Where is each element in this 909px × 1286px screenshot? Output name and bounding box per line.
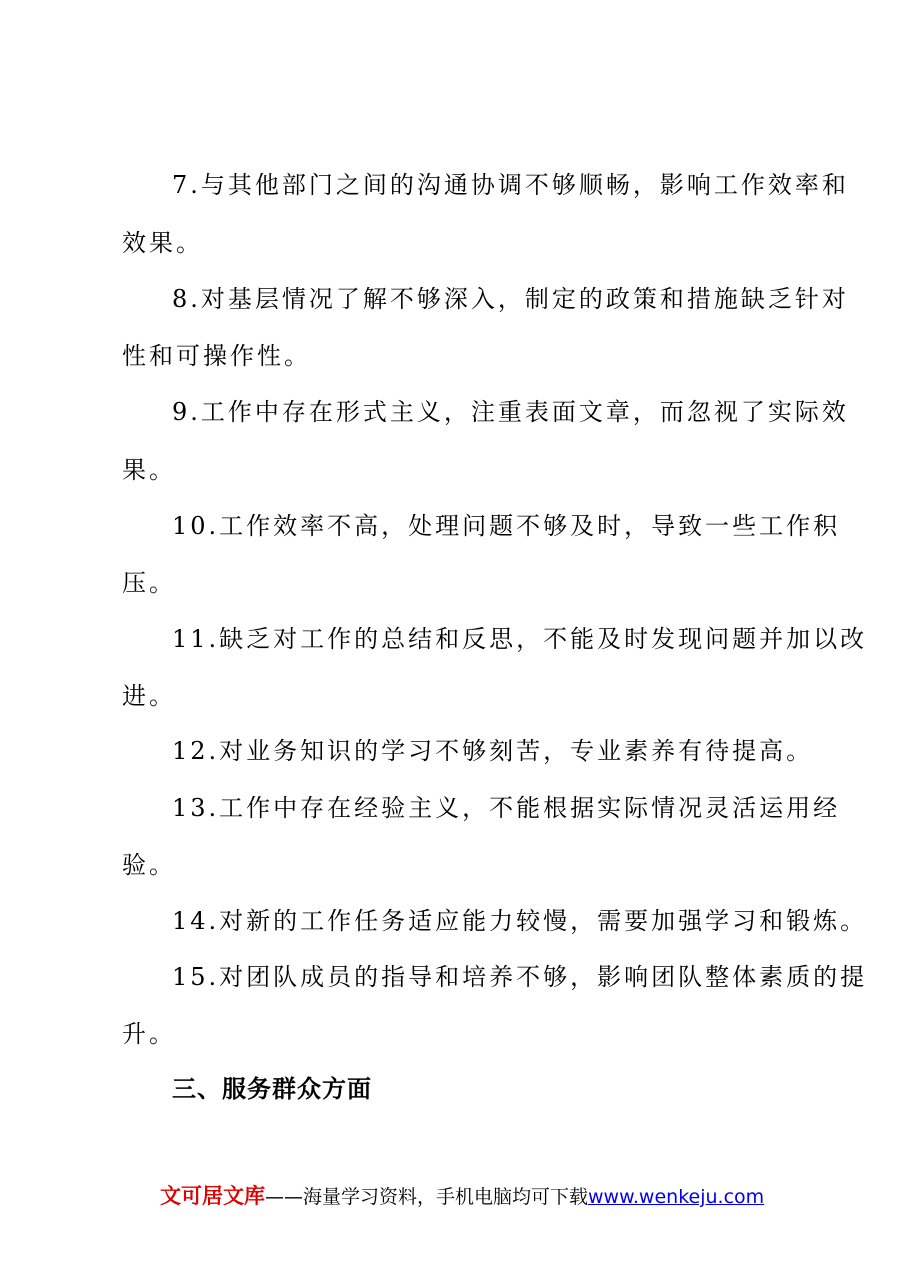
item-15-line-2: 升。 [122, 1020, 176, 1048]
footer-brand: 文可居文库 [160, 1184, 265, 1208]
item-9-line-2: 果。 [122, 456, 176, 484]
item-9-line-1: 9.工作中存在形式主义，注重表面文章，而忽视了实际效 [172, 398, 849, 426]
item-11-line-2: 进。 [122, 682, 176, 710]
footer-tagline: ——海量学习资料，手机电脑均可下载 [265, 1186, 589, 1208]
item-10-line-2: 压。 [122, 569, 176, 597]
item-12-line-1: 12.对业务知识的学习不够刻苦，专业素养有待提高。 [172, 737, 814, 765]
item-13-line-1: 13.工作中存在经验主义，不能根据实际情况灵活运用经 [172, 794, 841, 822]
item-13-line-2: 验。 [122, 851, 176, 879]
footer [160, 1183, 764, 1210]
section-heading: 三、服务群众方面 [172, 1075, 372, 1103]
item-14-line-1: 14.对新的工作任务适应能力较慢，需要加强学习和锻炼。 [172, 907, 868, 935]
footer-link[interactable]: www.wenkeju.com [588, 1186, 765, 1208]
item-8-line-1: 8.对基层情况了解不够深入，制定的政策和措施缺乏针对 [172, 285, 849, 313]
item-11-line-1: 11.缺乏对工作的总结和反思，不能及时发现问题并加以改 [172, 625, 868, 653]
item-7-line-1: 7.与其他部门之间的沟通协调不够顺畅，影响工作效率和 [172, 171, 849, 199]
item-10-line-1: 10.工作效率不高，处理问题不够及时，导致一些工作积 [172, 512, 841, 540]
item-8-line-2: 性和可操作性。 [122, 342, 311, 370]
item-15-line-1: 15.对团队成员的指导和培养不够，影响团队整体素质的提 [172, 963, 868, 991]
item-7-line-2: 效果。 [122, 229, 203, 257]
